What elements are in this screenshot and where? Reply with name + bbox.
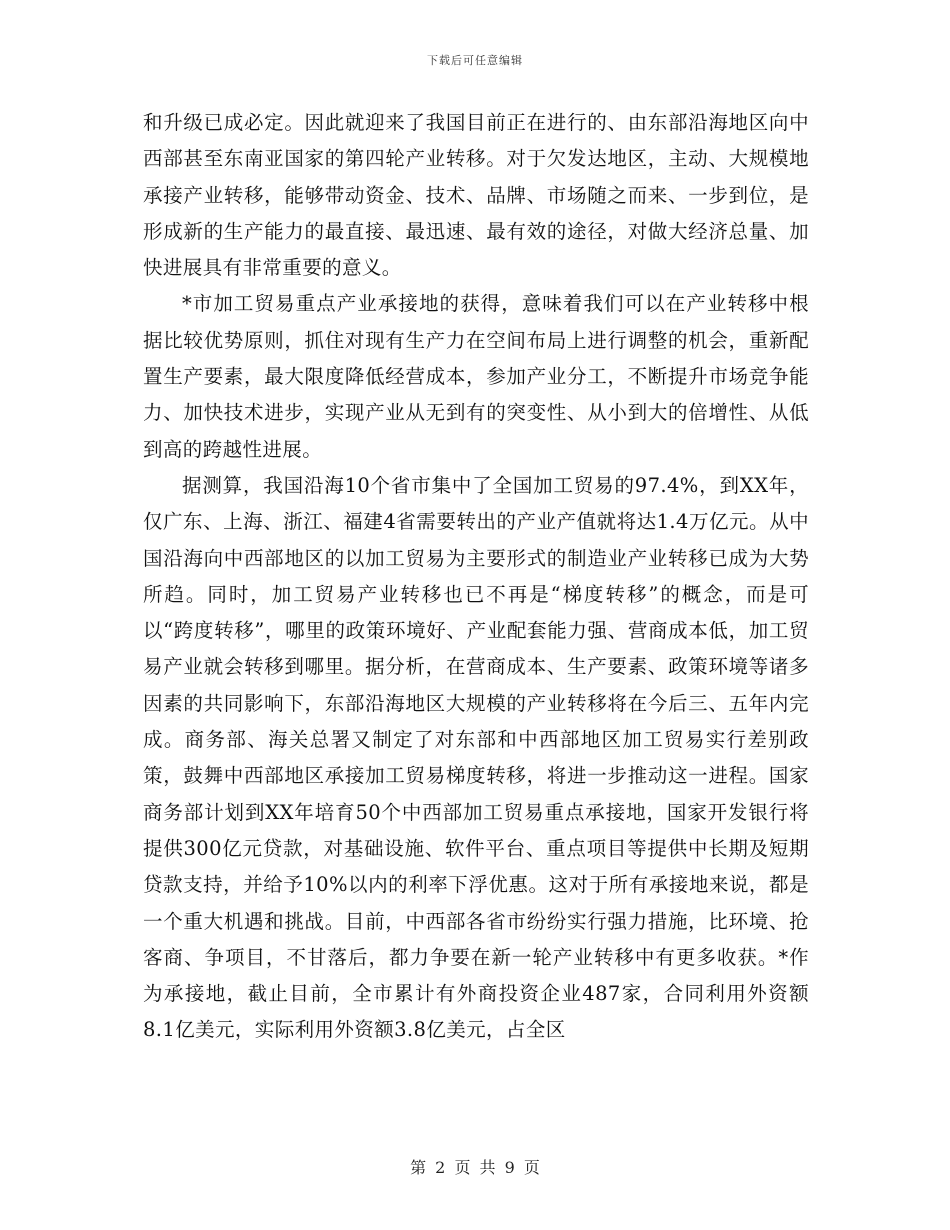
page-footer: 第 2 页 共 9 页 bbox=[410, 1158, 540, 1177]
page-header: 下载后可任意编辑 bbox=[427, 54, 523, 67]
paragraph-estimate: 据测算，我国沿海10个省市集中了全国加工贸易的97.4%，到XX年，仅广东、上海、浙江、福建4省需要转出的产业产值就将达1.4万亿元。从中国沿海向中西部地区的以加工贸易为主要形式的制造业产业转移已成为大势所趋。同时，加工贸易产业转移也已不再是“梯度转移”的概念，而是可以“跨度转移”，哪里的政策环境好、产业配套能力强、营商成本低，加工贸易产业就会转移到哪里。据分析，在营商成本、生产要素、政策环境等诸多因素的共同影响下，东部沿海地区大规模的产业转移将在今后三、五年内完成。商务部、海关总署又制定了对东部和中西部地区加工贸易实行差别政策，鼓舞中西部地区承接加工贸易梯度转移，将进一步推动这一进程。国家商务部计划到XX年培育50个中西部加工贸易重点承接地，国家开发银行将提供300亿元贷款，对基础设施、软件平台、重点项目等提供中长期及短期贷款支持，并给予10%以内的利率下浮优惠。这对于所有承接地来说，都是一个重大机遇和挑战。目前，中西部各省市纷纷实行强力措施，比环境、抢客商、争项目，不甘落后，都力争要在新一轮产业转移中有更多收获。*作为承接地，截止目前，全市累计有外商投资企业487家，合同利用外资额8.1亿美元，实际利用外资额3.8亿美元，占全区 bbox=[143, 473, 809, 1042]
document-body bbox=[143, 105, 809, 1049]
paragraph-industry-base: *市加工贸易重点产业承接地的获得，意味着我们可以在产业转移中根据比较优势原则，抓住对现有生产力在空间布局上进行调整的机会，重新配置生产要素，最大限度降低经营成本，参加产业分工，不断提升市场竞争能力、加快技术进步，实现产业从无到有的突变性、从小到大的倍增性、从低到高的跨越性进展。 bbox=[143, 292, 809, 461]
paragraph-continuation: 和升级已成必定。因此就迎来了我国目前正在进行的、由东部沿海地区向中西部甚至东南亚国家的第四轮产业转移。对于欠发达地区，主动、大规模地承接产业转移，能够带动资金、技术、品牌、市场随之而来、一步到位，是形成新的生产能力的最直接、最迅速、最有效的途径，对做大经济总量、加快进展具有非常重要的意义。 bbox=[143, 111, 809, 280]
